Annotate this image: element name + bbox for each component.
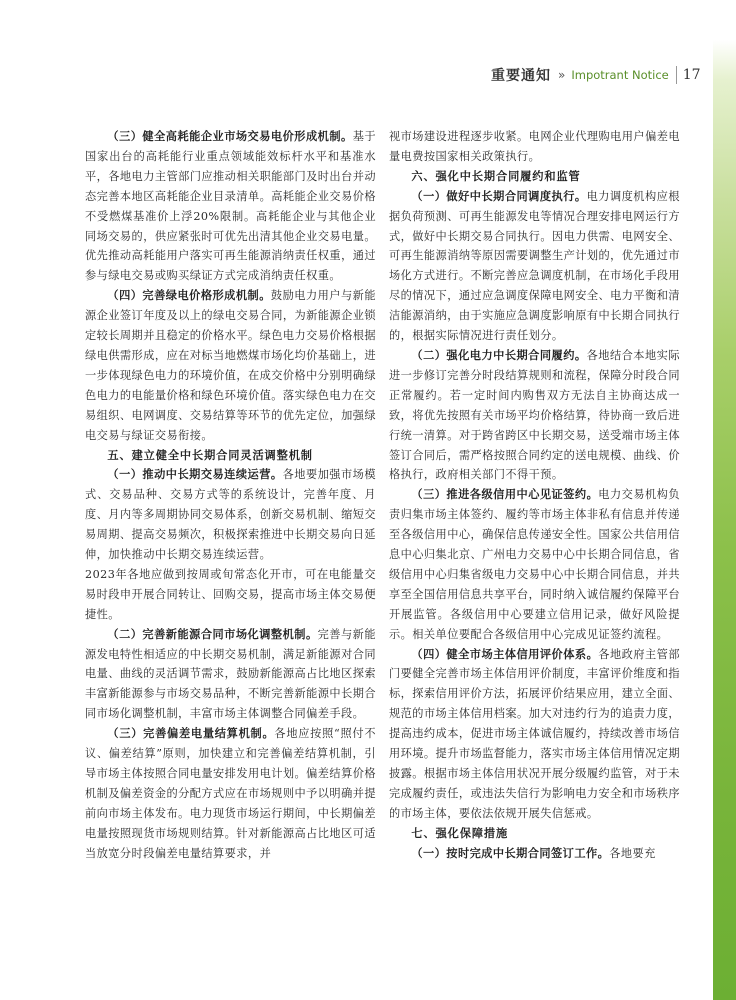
paragraph-body: 电力调度机构应根据负荷预测、可再生能源发电等情况合理安排电网运行方式，做好中长期交易合同执行。因电力供需、电网安全、可再生能源消纳等原因需要调整生产计划的，优先通过市场化方式进行。不断完善应急调度机制，在市场化手段用尽的情况下，通过应急调度保障电网安全、电力平衡和清洁能源消纳，由于实施应急调度影响原有中长期合同执行的，根据实际情况进行责任划分。 [389,189,680,343]
paragraph [85,286,376,445]
paragraph-body: 各地要加强市场模式、交易品种、交易方式等的系统设计，完善年度、月度、月内等多周期协同交易体系，创新交易机制、缩短交易周期、提高交易频次，积极探索推进中长期交易向日延伸，加快推动中长期交易连续运营。 [85,468,376,562]
section-title-english: Impotrant Notice [571,68,669,82]
paragraph-lead: （二）强化电力中长期合同履约。 [411,348,587,362]
paragraph-lead: （四）健全市场主体信用评价体系。 [411,647,599,661]
right-column [389,127,680,864]
left-column [85,127,376,864]
paragraph-lead: （二）完善新能源合同市场化调整机制。 [107,627,318,641]
paragraph [389,645,680,824]
paragraph [85,625,376,725]
paragraph [85,127,376,286]
paragraph-lead: （一）做好中长期合同调度执行。 [411,189,587,203]
paragraph-continuation: 2023年各地应做到按周或旬常态化开市，可在电能量交易时段申开展合同转让、回购交易，提高市场主体交易便捷性。 [85,567,376,621]
paragraph-body: 各地应按照“照付不议、偏差结算”原则，加快建立和完善偏差结算机制，引导市场主体按照合同电量安排发用电计划。偏差结算价格机制及偏差资金的分配方式应在市场规则中予以明确并提前向市场主体发布。电力现货市场运行期间，中长期偏差电量按照现货市场规则结算。针对新能源高占比地区可适当放宽分时段偏差电量结算要求，并 [85,727,376,860]
page-number: 17 [682,67,701,83]
paragraph-lead: （一）推动中长期交易连续运营。 [107,468,283,482]
paragraph-body: 完善与新能源发电特性相适应的中长期交易机制，满足新能源对合同电量、曲线的灵活调节需求，鼓励新能源高占比地区探索丰富新能源参与市场交易品种，不断完善新能源中长期合同市场化调整机制，丰富市场主体调整合同偏差手段。 [85,627,376,721]
header-divider [676,66,677,84]
paragraph-lead: （四）完善绿电价格形成机制。 [107,289,271,303]
decorative-green-bar [713,0,736,1000]
paragraph-body: 各地结合本地实际进一步修订完善分时段结算规则和流程，保障分时段合同正常履约。若一定时间内购售双方无法自主协商达成一致，将优先按照有关市场平均价格结算，待协商一致后进行统一清算。对于跨省跨区中长期交易，送受端市场主体签订合同后，需严格按照合同约定的送电规模、曲线、价格执行，政府相关部门不得干预。 [389,348,680,482]
paragraph [389,844,680,864]
paragraph [389,346,680,485]
section-heading: 六、强化中长期合同履约和监管 [411,169,581,183]
paragraph-body: 基于国家出台的高耗能行业重点领域能效标杆水平和基准水平，各地电力主管部门应推动相关职能部门及时出台并动态完善本地区高耗能企业目录清单。高耗能企业交易价格不受燃煤基准价上浮20%限制。高耗能企业与其他企业同场交易的，供应紧张时可优先出清其他企业交易电量。优先推动高耗能用户落实可再生能源消纳责任权重，通过参与绿电交易或购买绿证方式完成消纳责任权重。 [85,130,377,283]
paragraph-continuation: 视市场建设进程逐步收紧。电网企业代理购电用户偏差电量电费按国家相关政策执行。 [389,130,680,163]
page-header [491,64,701,86]
paragraph-body: 电力交易机构负责归集市场主体签约、履约等市场主体非私有信息并传递至各级信用中心，确保信息传递安全性。国家公共信用信息中心归集北京、广州电力交易中心中长期合同信息，省级信用中心归集省级电力交易中心中长期合同信息，并共享至全国信用信息共享平台，同时纳入诚信履约保障平台开展监管。各级信用中心要建立信用记录，做好风险提示。相关单位要配合各级信用中心完成见证签约流程。 [389,488,681,641]
paragraph [85,465,376,565]
paragraph-lead: （三）推进各级信用中心见证签约。 [411,488,599,502]
section-heading: 五、建立健全中长期合同灵活调整机制 [107,448,313,462]
paragraph-lead: （三）健全高耗能企业市场交易电价形成机制。 [107,130,353,143]
paragraph-body: 鼓励电力用户与新能源企业签订年度及以上的绿电交易合同，为新能源企业锁定较长周期并且稳定的价格水平。绿色电力交易价格根据绿电供需形成，应在对标当地燃煤市场化均价基础上，进一步体现绿色电力的环境价值，在成交价格中分别明确绿色电力的电能量价格和绿色环境价值。落实绿色电力在交易组织、电网调度、交易结算等环节的优先定位，加强绿电交易与绿证交易衔接。 [85,289,376,442]
paragraph-lead: （三）完善偏差电量结算机制。 [107,727,275,741]
paragraph-body: 各地要充 [609,846,656,860]
paragraph [389,485,680,644]
paragraph-lead: （一）按时完成中长期合同签订工作。 [411,846,610,860]
paragraph [389,187,680,346]
section-heading: 七、强化保障措施 [411,826,509,840]
double-chevron-icon: » [558,68,566,82]
paragraph [85,724,376,863]
section-title: 重要通知 [491,68,551,84]
paragraph-body: 各地政府主管部门要健全完善市场主体信用评价制度，丰富评价维度和指标，探索信用评价方法，拓展评价结果应用，建立全面、规范的市场主体信用档案。加大对违约行为的追责力度，提高违约成本，促进市场主体诚信履约，持续改善市场信用环境。提升市场监督能力，落实市场主体信用情况定期披露。根据市场主体信用状况开展分级履约监管，对于未完成履约责任，或违法失信行为影响电力安全和市场秩序的市场主体，要依法依规开展失信惩戒。 [389,647,681,820]
